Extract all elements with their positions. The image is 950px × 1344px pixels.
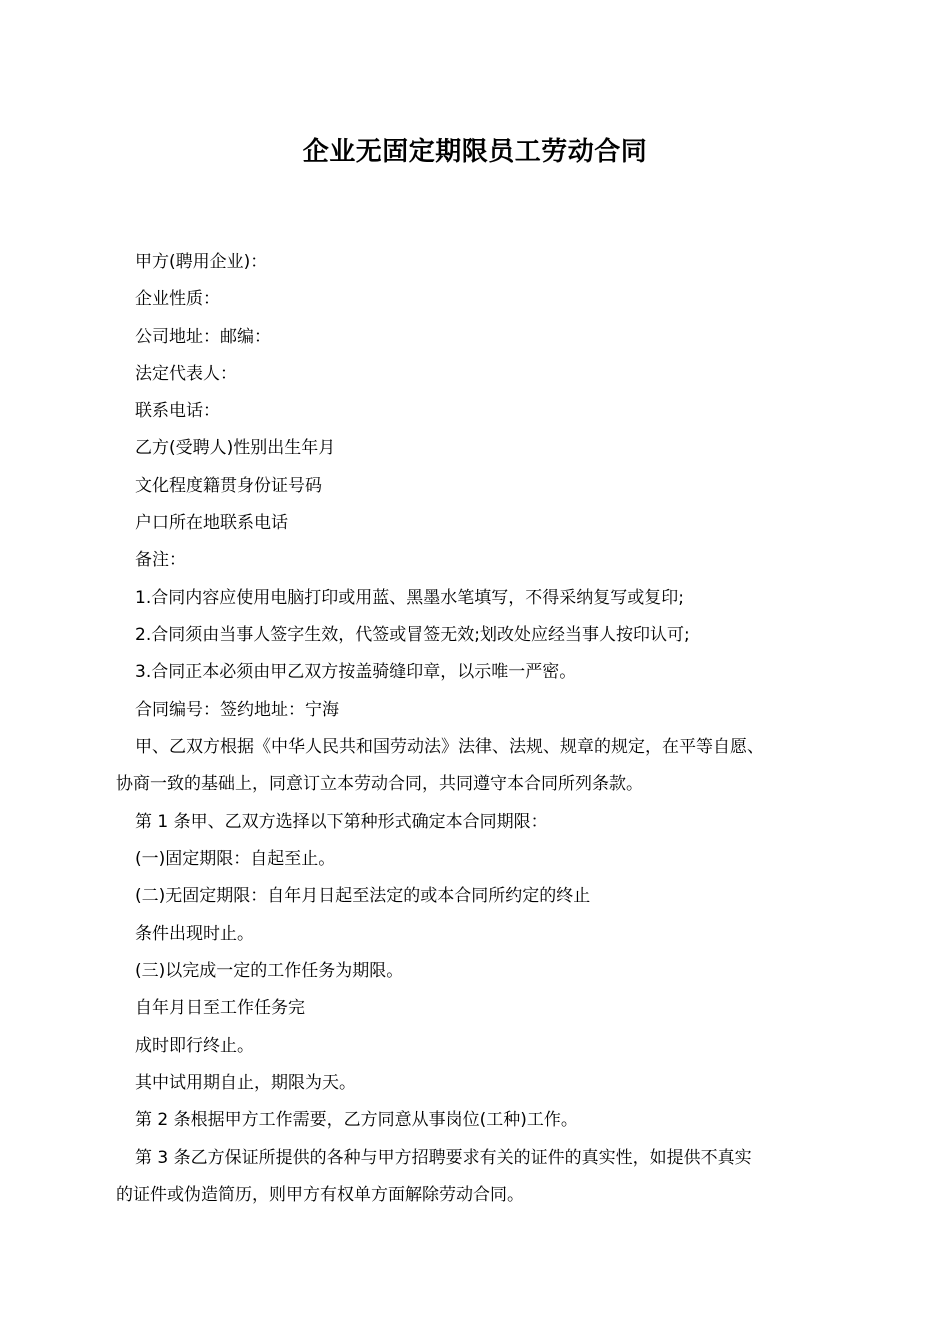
remarks-heading: 备注： (135, 550, 186, 570)
article-2: 第 2 条根据甲方工作需要，乙方同意从事岗位(工种)工作。 (135, 1110, 578, 1130)
contact-phone-label: 联系电话： (135, 401, 220, 421)
remark-item: 3.合同正本必须由甲乙双方按盖骑缝印章，以示唯一严密。 (135, 662, 577, 682)
article-3: 第 3 条乙方保证所提供的各种与甲方招聘要求有关的证件的真实性，如提供不真实 (135, 1148, 752, 1168)
party-a-label: 甲方(聘用企业)： (135, 252, 268, 272)
party-b-label: 乙方(受聘人)性别出生年月 (135, 438, 336, 458)
preamble-paragraph: 甲、乙双方根据《中华人民共和国劳动法》法律、法规、规章的规定，在平等自愿、 (135, 737, 764, 757)
article-1-option-cont: 自年月日至工作任务完 (135, 998, 305, 1018)
article-1-option: (三)以完成一定的工作任务为期限。 (135, 961, 404, 981)
article-3-cont: 的证件或伪造简历，则甲方有权单方面解除劳动合同。 (116, 1185, 524, 1205)
legal-representative-label: 法定代表人： (135, 364, 237, 384)
article-1-option-cont: 成时即行终止。 (135, 1036, 254, 1056)
document-title: 企业无固定期限员工劳动合同 (302, 137, 648, 167)
remark-item: 2.合同须由当事人签字生效，代签或冒签无效;划改处应经当事人按印认可; (135, 625, 690, 645)
article-1-option-cont: 条件出现时止。 (135, 924, 254, 944)
preamble-paragraph-cont: 协商一致的基础上，同意订立本劳动合同，共同遵守本合同所列条款。 (116, 774, 643, 794)
company-address-label: 公司地址：邮编： (135, 327, 271, 347)
enterprise-nature-label: 企业性质： (135, 289, 220, 309)
probation-line: 其中试用期自止，期限为天。 (135, 1073, 356, 1093)
household-label: 户口所在地联系电话 (135, 513, 288, 533)
article-1-option: (一)固定期限：自起至止。 (135, 849, 336, 869)
article-1: 第 1 条甲、乙双方选择以下第种形式确定本合同期限： (135, 812, 548, 832)
article-1-option: (二)无固定期限：自年月日起至法定的或本合同所约定的终止 (135, 886, 591, 906)
education-label: 文化程度籍贯身份证号码 (135, 476, 322, 496)
remark-item: 1.合同内容应使用电脑打印或用蓝、黑墨水笔填写，不得采纳复写或复印; (135, 588, 684, 608)
contract-number-line: 合同编号：签约地址：宁海 (135, 700, 339, 720)
